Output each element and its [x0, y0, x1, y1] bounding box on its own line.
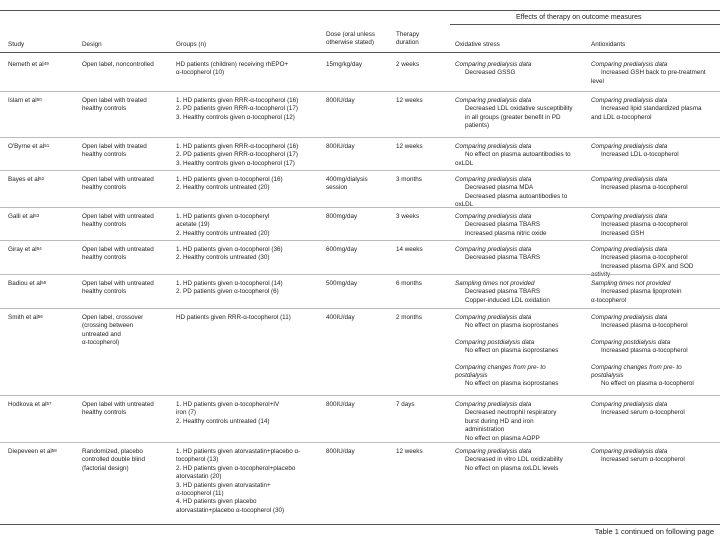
oxidative-finding: Decreased plasma autoantibodies to [465, 192, 568, 200]
groups-line: 1. HD patients given RRR-α-tocopherol (16) [176, 143, 299, 150]
oxidative-comparison-label: Comparing postdialysis data [455, 338, 535, 346]
design-line: Open label with treated [82, 97, 147, 104]
duration-line: 6 months [396, 280, 422, 287]
study-name: Smith et al [8, 314, 38, 321]
cell-study [8, 448, 57, 456]
cell-design [82, 97, 147, 114]
design-line: healthy controls [82, 288, 127, 296]
cell-dose [326, 176, 368, 193]
row-separator [0, 137, 720, 138]
cell-study [8, 143, 49, 151]
spacer [591, 331, 694, 339]
spacer [455, 356, 558, 364]
study-name: Galli et al [8, 213, 35, 220]
oxidative-comparison-label: Comparing predialysis data [455, 448, 532, 455]
header-dose [326, 31, 375, 47]
oxidative-finding: Decreased GSSG [465, 69, 516, 77]
cell-duration [396, 314, 422, 322]
row-separator [0, 170, 720, 171]
oxidative-finding: in all groups (greater benefit in PD [465, 113, 561, 121]
cell-design [82, 401, 154, 418]
cell-design [82, 448, 145, 473]
duration-line: 3 weeks [396, 213, 420, 220]
design-line: Open label with untreated [82, 280, 154, 287]
groups-line: 1. HD patients given α-tocopherol (14) [176, 280, 283, 287]
cell-design [82, 213, 154, 230]
cell-antioxidants [591, 97, 701, 122]
oxidative-comparison-label: Comparing predialysis data [455, 246, 532, 253]
antioxidants-comparison-label: Comparing predialysis data [591, 97, 668, 104]
header-duration-line: Therapy [396, 31, 420, 38]
dose-line: session [326, 184, 348, 192]
cell-oxidative [455, 246, 540, 263]
antioxidants-finding: Increased plasma α-tocopherol [601, 254, 688, 262]
design-line: (factorial design) [82, 464, 129, 472]
cell-antioxidants [591, 213, 688, 238]
cell-duration [396, 176, 422, 184]
antioxidants-finding: Increased plasma α-tocopherol [601, 322, 688, 330]
study-reference: 52 [39, 176, 45, 181]
design-line: Open label with untreated [82, 176, 154, 183]
cell-groups [176, 401, 279, 426]
study-reference: 55 [41, 280, 47, 285]
groups-line: HD patients (children) receiving rhEPO+ [176, 61, 289, 68]
cell-oxidative [455, 143, 571, 168]
antioxidants-finding: Increased LDL α-tocopherol [601, 151, 679, 159]
oxidative-comparison-label: Comparing predialysis data [455, 314, 532, 321]
groups-line: atorvastatin (20) [176, 473, 222, 481]
dose-line: 800IU/day [326, 401, 355, 408]
row-separator [0, 207, 720, 208]
antioxidants-comparison-label: Comparing predialysis data [591, 314, 668, 321]
cell-antioxidants [591, 61, 706, 86]
antioxidants-comparison-label: Comparing predialysis data [591, 246, 668, 253]
oxidative-comparison-label: Comparing predialysis data [455, 401, 532, 408]
cell-antioxidants [591, 176, 688, 193]
bottom-rule [0, 524, 720, 525]
antioxidants-comparison-label: postdialysis [591, 372, 624, 380]
cell-duration [396, 246, 423, 254]
antioxidants-finding: Increased plasma α-tocopherol [601, 184, 688, 192]
groups-line: 2. Healthy controls untreated (20) [176, 229, 270, 237]
cell-dose [326, 143, 355, 151]
oxidative-finding: Increased plasma nitric oxide [465, 229, 547, 237]
antioxidants-finding: No effect on plasma α-tocopherol [601, 380, 694, 388]
cell-dose [326, 314, 355, 322]
cell-oxidative [455, 280, 550, 305]
groups-line: 1. HD patients given atorvastatin+placebo α- [176, 448, 301, 455]
top-rule [0, 10, 720, 11]
study-name: O'Byrne et al [8, 143, 45, 150]
oxidative-comparison-label: Comparing predialysis data [455, 213, 532, 220]
dose-line: 15mg/kg/day [326, 61, 363, 68]
header-groups: Groups (n) [176, 41, 207, 48]
cell-duration [396, 61, 419, 69]
groups-line: iron (7) [176, 409, 196, 417]
duration-line: 2 months [396, 314, 422, 321]
design-line: Open label with treated [82, 143, 147, 150]
oxidative-comparison-label: postdialysis [455, 372, 488, 380]
design-line: Open label, crossover [82, 314, 144, 321]
oxidative-finding-line: oxLDL [455, 159, 474, 167]
continued-note: Table 1 continued on following page [594, 527, 714, 536]
cell-groups [176, 448, 300, 515]
study-name: Islam et al [8, 97, 37, 104]
oxidative-comparison-label: Comparing predialysis data [455, 61, 532, 68]
study-reference: 51 [44, 143, 50, 148]
antioxidants-comparison-label: Comparing predialysis data [591, 448, 668, 455]
header-duration [396, 31, 419, 47]
cell-groups [176, 143, 298, 168]
groups-line: 2. Healthy controls untreated (20) [176, 184, 270, 192]
oxidative-finding: Decreased plasma MDA [465, 184, 534, 192]
groups-line: 1. HD patients given α-tocopherol (36) [176, 246, 283, 253]
cell-design [82, 61, 154, 69]
study-name: Hodkova et al [8, 401, 47, 408]
cell-oxidative [455, 97, 573, 131]
study-name: Diepeveen et al [8, 448, 52, 455]
cell-groups [176, 280, 283, 297]
cell-groups [176, 314, 291, 322]
cell-groups [176, 97, 298, 122]
header-dose-line: Dose (oral unless [326, 31, 375, 38]
oxidative-finding: No effect on plasma isoprostanes [465, 347, 559, 355]
cell-study [8, 280, 46, 288]
cell-duration [396, 143, 423, 151]
cell-groups [176, 246, 283, 263]
cell-study [8, 401, 52, 409]
study-name: Badiou et al [8, 280, 42, 287]
cell-study [8, 176, 44, 184]
oxidative-finding: No effect on plasma autoantibodies to [465, 151, 571, 159]
antioxidants-finding-line: activity [591, 271, 611, 279]
header-study: Study [8, 41, 25, 48]
cell-study [8, 314, 43, 322]
design-line: Randomized, placebo [82, 448, 143, 455]
antioxidants-comparison-label: Comparing predialysis data [591, 143, 668, 150]
header-duration-line: duration [396, 39, 419, 46]
oxidative-finding: No effect on plasma oxLDL levels [465, 464, 559, 472]
effects-rule [450, 24, 720, 25]
duration-line: 3 months [396, 176, 422, 183]
study-name: Bayes et al [8, 176, 40, 183]
cell-oxidative [455, 61, 531, 78]
groups-line: 3. Healthy controls given α-tocopherol (17) [176, 159, 295, 167]
antioxidants-finding: Increased GSH [601, 229, 645, 237]
oxidative-finding: administration [465, 426, 505, 434]
groups-line: 2. Healthy controls untreated (30) [176, 254, 270, 262]
antioxidants-finding-line: level [591, 77, 604, 85]
groups-line: 2. Healthy controls untreated (14) [176, 417, 270, 425]
cell-duration [396, 401, 415, 409]
groups-line: atorvastatin+placebo α-tocopherol (30) [176, 506, 285, 514]
oxidative-comparison-label: Comparing predialysis data [455, 143, 532, 150]
cell-antioxidants [591, 143, 679, 160]
oxidative-finding-line: oxLDL [455, 201, 474, 209]
antioxidants-finding: Increased plasma lipoprotein [601, 288, 682, 296]
design-line: Open label, noncontrolled [82, 61, 154, 68]
cell-oxidative [455, 448, 563, 473]
design-line: healthy controls [82, 221, 127, 229]
design-line: untreated and [82, 330, 121, 338]
dose-line: 600mg/day [326, 246, 358, 253]
cell-study [8, 213, 39, 221]
antioxidants-comparison-label: Comparing predialysis data [591, 176, 668, 183]
oxidative-finding: burst during HD and iron [465, 417, 534, 425]
antioxidants-finding: Increased plasma GPX and SOD [601, 262, 694, 270]
antioxidants-finding: Increased serum α-tocopherol [601, 409, 685, 417]
groups-line: 1. HD patients given RRR-α-tocopherol (16) [176, 97, 299, 104]
cell-design [82, 314, 143, 348]
oxidative-comparison-label: Comparing predialysis data [455, 176, 532, 183]
study-reference: 57 [46, 401, 52, 406]
groups-line: 1. HD patients given α-tocopheryl [176, 213, 270, 220]
cell-duration [396, 448, 423, 456]
row-separator [0, 91, 720, 92]
design-line: Open label with untreated [82, 246, 154, 253]
groups-line: 2. PD patients given α-tocopherol (6) [176, 288, 279, 296]
cell-oxidative [455, 401, 556, 443]
antioxidants-finding: Increased GSH back to pre-treatment [601, 69, 706, 77]
antioxidants-finding: Increased serum α-tocopherol [601, 456, 685, 464]
cell-antioxidants [591, 401, 685, 418]
duration-line: 12 weeks [396, 448, 423, 455]
cell-dose [326, 61, 362, 69]
groups-line: 2. PD patients given RRR-α-tocopherol (17) [176, 105, 298, 113]
oxidative-finding: No effect on plasma isoprostanes [465, 322, 559, 330]
cell-dose [326, 213, 357, 221]
antioxidants-finding-line: and LDL α-tocopherol [591, 113, 652, 121]
row-separator [0, 442, 720, 443]
row-separator [0, 308, 720, 309]
study-reference: 56 [37, 314, 43, 319]
oxidative-finding: Decreased plasma TBARS [465, 221, 541, 229]
oxidative-comparison-label: Comparing changes from pre- to [455, 363, 546, 371]
cell-antioxidants [591, 280, 682, 305]
groups-line: 1. HD patients given α-tocopherol+IV [176, 401, 280, 408]
groups-line: α-tocopherol (11) [176, 490, 224, 498]
cell-design [82, 246, 154, 263]
spacer [455, 331, 558, 339]
dose-line: 800IU/day [326, 143, 355, 150]
design-line: (crossing between [82, 322, 134, 330]
dose-line: 800IU/day [326, 448, 355, 455]
header-dose-line: otherwise stated) [326, 39, 374, 46]
cell-dose [326, 280, 357, 288]
design-line: controlled double blind [82, 456, 146, 464]
oxidative-finding: Decreased in vitro LDL oxidizability [465, 456, 563, 464]
cell-duration [396, 97, 423, 105]
antioxidants-finding: Increased lipid standardized plasma [601, 105, 702, 113]
oxidative-finding: Decreased LDL oxidative susceptibility [465, 105, 573, 113]
effects-header: Effects of therapy on outcome measures [516, 14, 642, 21]
design-line: Open label with untreated [82, 213, 154, 220]
cell-groups [176, 61, 288, 78]
cell-dose [326, 97, 355, 105]
study-reference: 58 [51, 448, 57, 453]
antioxidants-comparison-label: Comparing predialysis data [591, 213, 668, 220]
cell-study [8, 97, 42, 105]
header-oxidative: Oxidative stress [455, 41, 500, 48]
cell-antioxidants [591, 448, 685, 465]
design-line: Open label with untreated [82, 401, 154, 408]
cell-dose [326, 448, 355, 456]
groups-line: 3. Healthy controls given α-tocopherol (12) [176, 113, 295, 121]
dose-line: 800IU/day [326, 97, 355, 104]
cell-oxidative [455, 213, 547, 238]
design-line: healthy controls [82, 151, 127, 159]
oxidative-finding: No effect on plasma isoprostanes [465, 380, 559, 388]
cell-dose [326, 401, 355, 409]
oxidative-comparison-label: Comparing predialysis data [455, 97, 532, 104]
dose-line: 500mg/day [326, 280, 358, 287]
spacer [591, 356, 694, 364]
cell-groups [176, 176, 283, 193]
groups-line: 2. HD patients given α-tocopherol+placebo [176, 464, 296, 472]
oxidative-finding: No effect on plasma AOPP [465, 434, 540, 442]
cell-duration [396, 213, 419, 221]
design-line: healthy controls [82, 409, 127, 417]
row-separator [0, 240, 720, 241]
design-line: healthy controls [82, 184, 127, 192]
groups-line: 1. HD patients given α-tocopherol (16) [176, 176, 283, 183]
cell-duration [396, 280, 422, 288]
groups-line: 4. HD patients given placebo [176, 498, 257, 506]
cell-study [8, 246, 42, 254]
cell-design [82, 143, 147, 160]
oxidative-finding: Copper-induced LDL oxidation [465, 296, 550, 304]
cell-design [82, 280, 154, 297]
antioxidants-finding: Increased plasma α-tocopherol [601, 347, 688, 355]
cell-antioxidants [591, 314, 694, 389]
row-separator [0, 274, 720, 275]
groups-line: 2. PD patients given RRR-α-tocopherol (17) [176, 151, 298, 159]
oxidative-finding: Decreased plasma TBARS [465, 254, 541, 262]
study-name: Nemeth et al [8, 61, 44, 68]
dose-line: 800mg/day [326, 213, 358, 220]
antioxidants-comparison-label: Sampling times not provided [591, 280, 671, 287]
cell-design [82, 176, 154, 193]
study-reference: 49 [43, 61, 49, 66]
duration-line: 12 weeks [396, 143, 423, 150]
groups-line: 3. HD patients given atorvastatin+ [176, 481, 271, 489]
duration-line: 7 days [396, 401, 415, 408]
study-reference: 53 [34, 213, 40, 218]
groups-line: tocopherol (13) [176, 456, 219, 464]
cell-study [8, 61, 49, 69]
antioxidants-finding-line: α-tocopherol [591, 296, 627, 304]
design-line: healthy controls [82, 254, 127, 262]
dose-line: 400IU/day [326, 314, 355, 321]
design-line: α-tocopherol) [82, 339, 120, 347]
cell-dose [326, 246, 357, 254]
oxidative-finding: patients) [465, 122, 490, 130]
oxidative-finding: Decreased neutrophil respiratory [465, 409, 557, 417]
header-design: Design [82, 41, 102, 48]
duration-line: 2 weeks [396, 61, 420, 68]
antioxidants-comparison-label: Comparing predialysis data [591, 401, 668, 408]
antioxidants-comparison-label: Comparing changes from pre- to [591, 363, 682, 371]
dose-line: 400mg/dialysis [326, 176, 368, 183]
study-name: Giray et al [8, 246, 37, 253]
design-line: healthy controls [82, 105, 127, 113]
study-reference: 54 [36, 246, 42, 251]
study-reference: 50 [36, 97, 42, 102]
oxidative-comparison-label: Sampling times not provided [455, 280, 535, 287]
oxidative-finding: Decreased plasma TBARS [465, 288, 541, 296]
cell-oxidative [455, 176, 567, 210]
cell-groups [176, 213, 269, 238]
groups-line: α-tocopherol (10) [176, 69, 225, 77]
groups-line: acetate (19) [176, 221, 210, 229]
cell-oxidative [455, 314, 558, 389]
antioxidants-comparison-label: Comparing predialysis data [591, 61, 668, 68]
duration-line: 14 weeks [396, 246, 423, 253]
antioxidants-finding: Increased plasma α-tocopherol [601, 221, 688, 229]
row-separator [0, 395, 720, 396]
header-antioxidants: Antioxidants [591, 41, 626, 48]
duration-line: 12 weeks [396, 97, 423, 104]
header-rule [0, 52, 720, 53]
groups-line: HD patients given RRR-α-tocopherol (11) [176, 314, 291, 321]
antioxidants-comparison-label: Comparing postdialysis data [591, 338, 671, 346]
